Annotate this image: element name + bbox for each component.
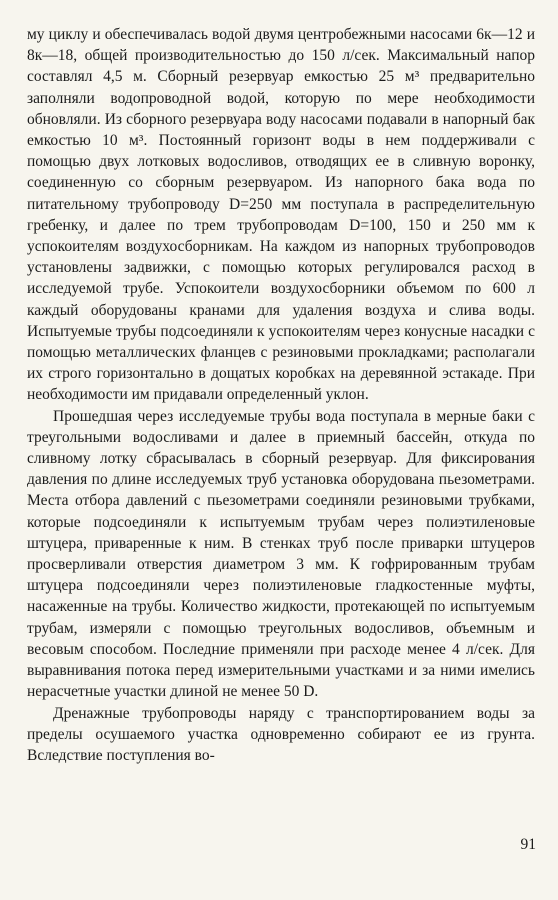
paragraph-3: Дренажные трубопроводы наряду с транспортированием воды за пределы осушаемого участка одновременно собирают ее из грунта. Вследствие поступления во- xyxy=(27,704,535,764)
paragraph-1: му циклу и обеспечивалась водой двумя центробежными насосами 6к—12 и 8к—18, общей производительностью до 150 л/сек. Максимальный напор составлял 4,5 м. Сборный резервуар емкостью 25 м³ предварительно заполняли водопроводной водой, которую по мере необходимости обновляли. Из сборного резервуара воду насосами подавали в напорный бак емкостью 10 м³. Постоянный горизонт воды в нем поддерживали с помощью двух лотковых водосливов, отводящих ее в сливную воронку, соединенную со сборным резервуаром. Из напорного бака вода по питательному трубопроводу D=250 мм поступала в распределительную гребенку, и далее по трем трубопроводам D=100, 150 и 250 мм к успокоителям воздухосборникам. На каждом из напорных трубопроводов установлены задвижки, с помощью которых регулировался расход в исследуемой трубе. Успокоители воздухосборники объемом по 600 л каждый оборудованы кранами для удаления воздуха и слива воды. Испытуемые трубы подсоединяли к успокоителям через конусные насадки с помощью металлических фланцев с резиновыми прокладками; располагали их строго горизонтально в дощатых коробках на деревянной эстакаде. При необходимости им придавали определенный уклон. xyxy=(27,26,535,404)
paragraph-2: Прошедшая через исследуемые трубы вода поступала в мерные баки с треугольными водосливами и далее в приемный бассейн, откуда по сливному лотку сбрасывалась в сборный резервуар. Для фиксирования давления по длине исследуемых труб установка оборудована пьезометрами. Места отбора давлений с пьезометрами соединяли резиновыми трубками, которые подсоединяли к испытуемым трубам через полиэтиленовые штуцера, приваренные к ним. В стенках труб после приварки штуцеров просверливали отверстия диаметром 3 мм. К гофрированным трубам штуцера подсоединяли через полиэтиленовые гладкостенные муфты, насаженные на трубы. Количество жидкости, протекающей по испытуемым трубам, измеряли с помощью треугольных водосливов, объемным и весовым способом. Последние применяли при расходе менее 4 л/сек. Для выравнивания потока перед измерительными участками и за ними имелись нерасчетные участки длиной не менее 50 D. xyxy=(27,407,535,701)
page-body xyxy=(27,24,535,876)
page-number: 91 xyxy=(520,836,536,853)
